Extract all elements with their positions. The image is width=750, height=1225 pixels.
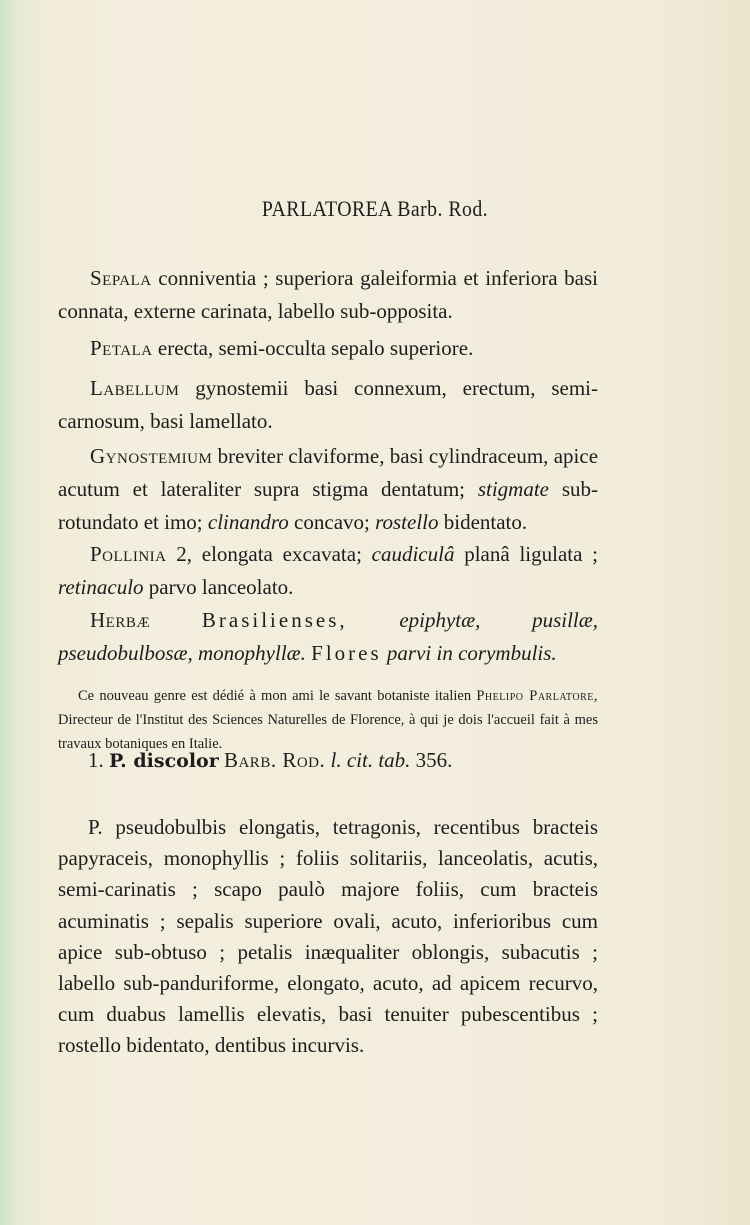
sepala-paragraph [58,262,598,328]
pollinia-text-2: planâ ligulata ; [464,542,599,566]
petala-term: Petala [90,336,153,360]
labellum-term: Labellum [90,376,180,400]
pollinia-term: Pollinia [90,542,167,566]
sepala-text: conniventia ; superiora galeiformia et inferiora basi connata, externe carinata, labello sub-opposita. [58,266,598,323]
petala-text: erecta, semi-occulta sepalo superiore. [157,336,474,360]
petala-paragraph [58,332,598,365]
pollinia-italic-1: caudiculâ [371,542,455,566]
flores-italic: parvi in corymbulis. [386,641,557,665]
page-title: PARLATOREA Barb. Rod. [261,196,489,221]
labellum-text: gynostemii basi connexum, erectum, semi-carnosum, basi lamellato. [58,376,599,433]
herbae-term: Herbæ [90,608,151,632]
gynostemium-text-3: concavo; [294,510,370,534]
species-entry [88,744,452,778]
herbae-spaced: Brasilienses, [201,608,348,632]
flores-spaced: Flores [311,641,382,665]
gynostemium-paragraph [58,440,598,539]
gynostemium-italic-2: clinandro [207,510,289,534]
entry-plate: 356. [415,748,453,772]
labellum-paragraph [58,372,598,438]
pollinia-italic-2: retinaculo [58,575,144,599]
note-name: Phelipo Parlatore, [476,688,598,704]
species-name: P. discolor [109,750,219,772]
entry-number: 1. [88,748,104,772]
species-description [58,812,598,1062]
gynostemium-text-1: breviter claviforme, basi cylindraceum, apice acutum et lateraliter supra stigma dentatum; [58,444,599,501]
note-text-2: Directeur de l'Institut des Sciences Naturelles de Florence, à qui je dois l'accueil fait à mes travaux botaniques en Italie. [58,712,598,752]
gynostemium-italic-3: rostello [375,510,439,534]
gynostemium-text-2: sub-rotundato et imo; [58,477,598,534]
gynostemium-text-4: bidentato. [443,510,528,534]
description-text: P. pseudobulbis elongatis, tetragonis, recentibus bracteis papyraceis, monophyllis ; foliis solitariis, lanceolatis, acutis, semi-carinatis ; scapo paulò majore foliis, cum bracteis acuminatis ; sepalis superiore ovali, acuto, inferioribus cum apice sub-obtuso ; petalis inæqualiter oblongis, subacutis ; labello sub-panduriforme, elongato, acuto, ad apicem recurvo, cum duabus lamellis elevatis, basi tenuiter pubescentibus ; rostello bidentato, dentibus incurvis. [58,815,598,1058]
herbae-paragraph [58,604,598,670]
entry-reference: l. cit. tab. [330,748,411,772]
pollinia-text-1: 2, elongata excavata; [176,542,362,566]
gynostemium-italic-1: stigmate [477,477,549,501]
pollinia-paragraph [58,538,598,604]
gynostemium-term: Gynostemium [90,444,213,468]
note-text-1: Ce nouveau genre est dédié à mon ami le savant botaniste italien [78,688,472,704]
entry-author: Barb. Rod. [223,748,326,772]
herbae-italic: epiphytæ, pusillæ, pseudobulbosæ, monophyllæ. [58,608,599,665]
pollinia-text-3: parvo lanceolato. [148,575,294,599]
sepala-term: Sepala [90,266,152,290]
